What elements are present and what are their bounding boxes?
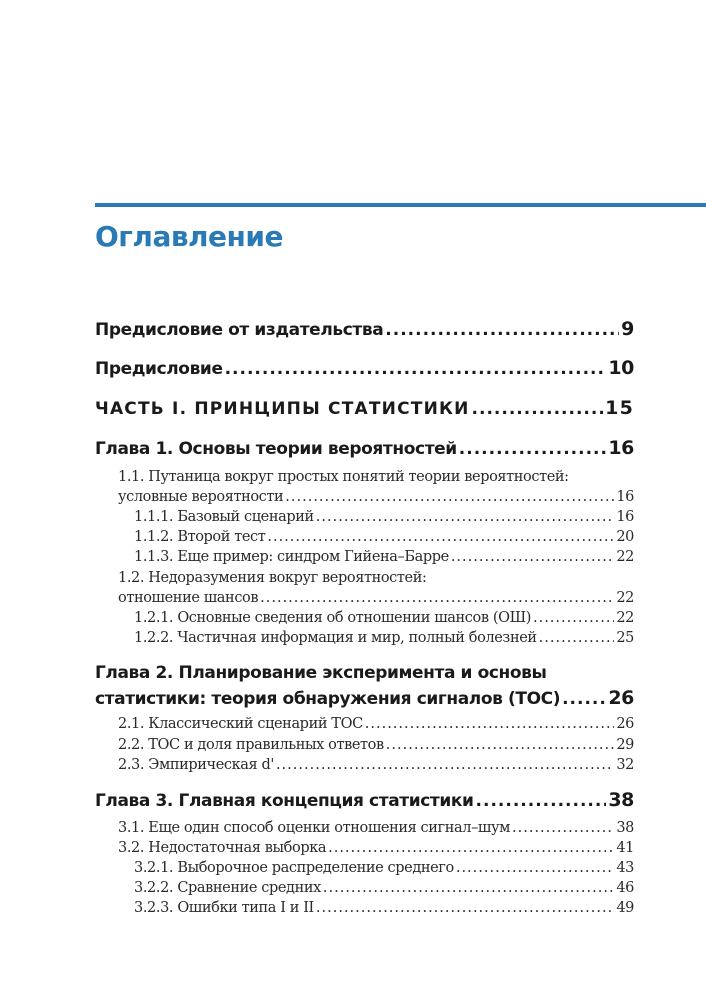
dot-leader [476, 791, 607, 811]
toc-page: 32 [616, 757, 634, 773]
toc-page: 9 [621, 318, 634, 340]
toc-page: 41 [616, 840, 634, 856]
toc-title: ЧАСТЬ I. ПРИНЦИПЫ СТАТИСТИКИ [95, 399, 470, 419]
toc-entry-2-3[interactable] [118, 757, 634, 773]
toc-title: 1.1.3. Еще пример: синдром Гийена–Барре [134, 549, 449, 565]
dot-leader [276, 757, 614, 773]
toc-title: 3.1. Еще один способ оценки отношения сигнал–шум [118, 820, 511, 836]
toc-title: условные вероятности [118, 489, 284, 505]
dot-leader [365, 716, 615, 732]
dot-leader [328, 840, 614, 856]
toc-entry-3-2-2[interactable] [134, 880, 634, 896]
toc-page: 16 [616, 489, 634, 505]
dot-leader [562, 689, 606, 709]
toc-page: 29 [616, 737, 634, 753]
toc-title: Предисловие от издательства [95, 320, 384, 340]
toc-entry-part-1[interactable] [95, 397, 634, 419]
toc-entry-3-2-3[interactable] [134, 900, 634, 916]
toc-entry-1-2-2[interactable] [134, 630, 634, 646]
toc-entry-1-1-3[interactable] [134, 549, 634, 565]
toc-entry-3-1[interactable] [118, 820, 634, 836]
toc-entry-1-1-2[interactable] [134, 529, 634, 545]
toc-page: 22 [616, 610, 634, 626]
page-title: Оглавление [95, 220, 284, 253]
dot-leader [472, 399, 604, 419]
toc-title: 1.2.2. Частичная информация и мир, полный болезней [134, 630, 537, 646]
toc-page: 26 [608, 687, 634, 709]
toc-entry-2-1[interactable] [118, 716, 634, 732]
dot-leader [386, 737, 615, 753]
toc-page: 49 [616, 900, 634, 916]
toc-entry-1-1-1[interactable] [134, 509, 634, 525]
toc-page: 22 [616, 549, 634, 565]
toc-entry-1-2-1[interactable] [134, 610, 634, 626]
dot-leader [459, 439, 607, 459]
toc-title: 1.1.1. Базовый сценарий [134, 509, 314, 525]
dot-leader [456, 860, 615, 876]
toc-page: 16 [608, 437, 634, 459]
toc-title: отношение шансов [118, 590, 259, 606]
toc-title: Предисловие [95, 359, 223, 379]
toc-page: 10 [608, 357, 634, 379]
dot-leader [539, 630, 615, 646]
dot-leader [285, 489, 614, 505]
dot-leader [316, 509, 615, 525]
toc-title: 2.3. Эмпирическая d' [118, 757, 274, 773]
dot-leader [512, 820, 614, 836]
toc-entry-3-2[interactable] [118, 840, 634, 856]
header-rule [95, 203, 706, 207]
toc-entry-3-2-1[interactable] [134, 860, 634, 876]
dot-leader [225, 359, 607, 379]
toc-page: 25 [616, 630, 634, 646]
dot-leader [533, 610, 614, 626]
dot-leader [316, 900, 614, 916]
toc-entry-chapter-1[interactable] [95, 437, 634, 459]
toc-entry-chapter-2[interactable] [95, 687, 634, 709]
toc-title: Глава 3. Главная концепция статистики [95, 791, 474, 811]
dot-leader [451, 549, 615, 565]
toc-entry-1-2-line1: 1.2. Недоразумения вокруг вероятностей: [118, 570, 427, 586]
toc-page: 38 [616, 820, 634, 836]
toc-entry-preface-publisher[interactable] [95, 318, 634, 340]
toc-title: 1.1.2. Второй тест [134, 529, 266, 545]
toc-title: 1.2.1. Основные сведения об отношении шансов (ОШ) [134, 610, 531, 626]
toc-entry-1-1[interactable] [118, 489, 634, 505]
toc-page: 20 [616, 529, 634, 545]
toc-title: Глава 1. Основы теории вероятностей [95, 439, 457, 459]
dot-leader [267, 529, 614, 545]
dot-leader [385, 320, 619, 340]
dot-leader [260, 590, 614, 606]
toc-page: 38 [608, 789, 634, 811]
toc-title: 3.2. Недостаточная выборка [118, 840, 327, 856]
toc-entry-1-2[interactable] [118, 590, 634, 606]
toc-page: 26 [616, 716, 634, 732]
toc-page: 43 [616, 860, 634, 876]
toc-page: 15 [605, 397, 634, 419]
toc-entry-chapter-3[interactable] [95, 789, 634, 811]
toc-title: 2.1. Классический сценарий ТОС [118, 716, 363, 732]
toc-title: статистики: теория обнаружения сигналов (ТОС) [95, 689, 561, 709]
toc-entry-1-1-line1: 1.1. Путаница вокруг простых понятий теории вероятностей: [118, 469, 569, 485]
toc-page: 16 [616, 509, 634, 525]
toc-title: 2.2. ТОС и доля правильных ответов [118, 737, 384, 753]
toc-title: 3.2.1. Выборочное распределение среднего [134, 860, 454, 876]
dot-leader [323, 880, 614, 896]
toc-page: 22 [616, 590, 634, 606]
toc-entry-2-2[interactable] [118, 737, 634, 753]
toc-page: 46 [616, 880, 634, 896]
toc-title: 3.2.2. Сравнение средних [134, 880, 321, 896]
toc-entry-preface[interactable] [95, 357, 634, 379]
toc-entry-chapter-2-line1: Глава 2. Планирование эксперимента и основы [95, 663, 547, 683]
toc-title: 3.2.3. Ошибки типа I и II [134, 900, 314, 916]
